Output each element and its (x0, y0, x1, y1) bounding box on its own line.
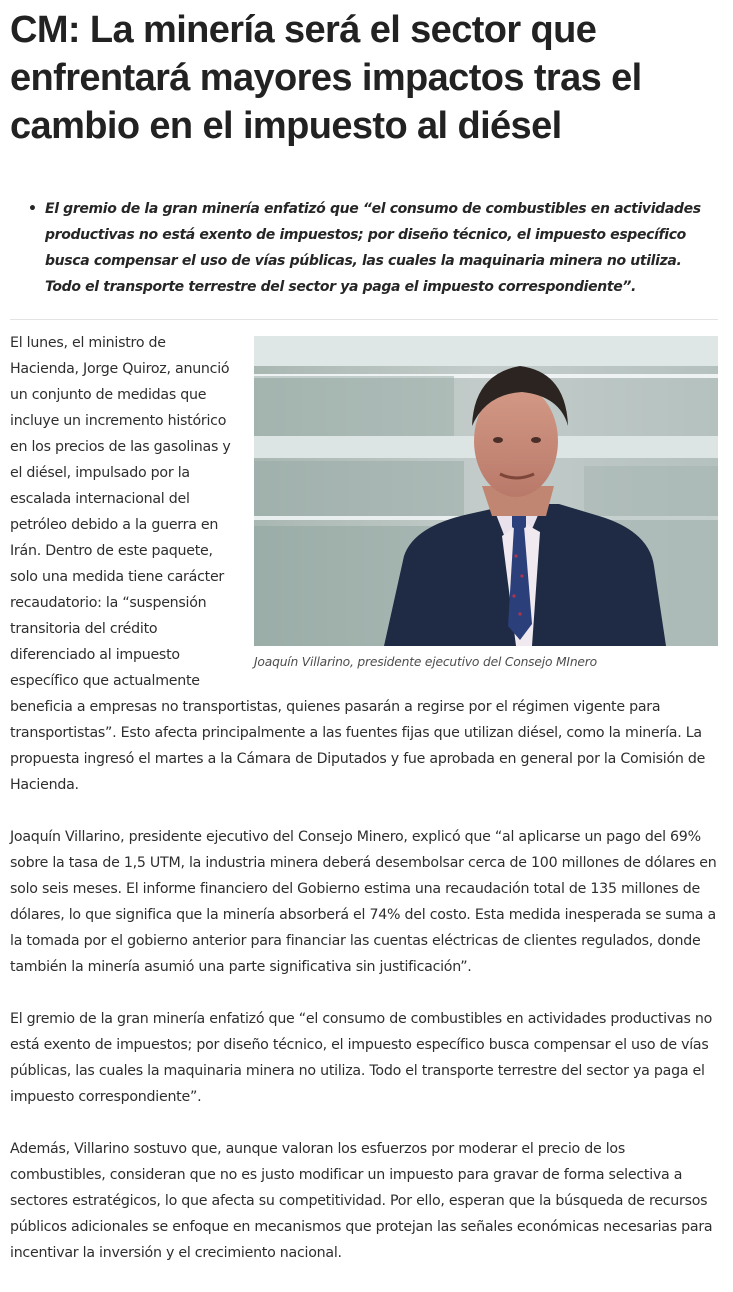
article-paragraph: El lunes, el ministro de Hacienda, Jorge Quiroz, anunció un conjunto de medidas que incluye un incremento histórico en los precios de las gasolinas y el diésel, impulsado por la escalada internacional del petróleo debido a la guerra en Irán. Dentro de este paquete, solo una medida tiene carácter recaudatorio: la “suspensión transitoria del crédito diferenciado al impuesto específico que actualmente beneficia a empresas no transportistas, quienes pasarán a regirse por el régimen vigente para transportistas”. Esto afecta principalmente a las fuentes fijas que utilizan diésel, como la minería. La propuesta ingresó el martes a la Cámara de Diputados y fue aprobada en general por la Comisión de Hacienda. (10, 335, 706, 793)
article-body (10, 330, 718, 1292)
article-summary-list (28, 196, 718, 300)
article-photo (254, 336, 718, 646)
bullet-icon: • (28, 201, 37, 217)
article-paragraph: Joaquín Villarino, presidente ejecutivo del Consejo Minero, explicó que “al aplicarse un pago del 69% sobre la tasa de 1,5 UTM, la industria minera deberá desembolsar cerca de 100 millones de dólares en solo seis meses. El informe financiero del Gobierno estima una recaudación total de 135 millones de dólares, lo que significa que la minería absorberá el 74% del costo. Esta medida inesperada se suma a la tomada por el gobierno anterior para financiar las cuentas eléctricas de clientes regulados, donde también la minería asumió una parte significativa sin justificación”. (10, 829, 717, 975)
photo-caption: Joaquín Villarino, presidente ejecutivo del Consejo MInero (254, 655, 597, 669)
summary-text: El gremio de la gran minería enfatizó que “el consumo de combustibles en actividades productivas no está exento de impuestos; por diseño técnico, el impuesto específico busca compensar el uso de vías públicas, las cuales la maquinaria minera no utiliza. Todo el transporte terrestre del sector ya paga el impuesto correspondiente”. (45, 201, 701, 295)
article-paragraph: El gremio de la gran minería enfatizó que “el consumo de combustibles en actividades productivas no está exento de impuestos; por diseño técnico, el impuesto específico busca compensar el uso de vías públicas, las cuales la maquinaria minera no utiliza. Todo el transporte terrestre del sector ya paga el impuesto correspondiente”. (10, 1011, 713, 1105)
section-divider (10, 319, 718, 320)
summary-bullet-item (28, 196, 718, 300)
article-headline: CM: La minería será el sector que enfrentará mayores impactos tras el cambio en el impuesto al diésel (10, 9, 642, 147)
article-paragraph: Además, Villarino sostuvo que, aunque valoran los esfuerzos por moderar el precio de los combustibles, consideran que no es justo modificar un impuesto para gravar de forma selectiva a sectores estratégicos, lo que afecta su competitividad. Por ello, esperan que la búsqueda de recursos públicos adicionales se enfoque en mecanismos que protejan las señales económicas necesarias para incentivar la inversión y el crecimiento nacional. (10, 1141, 713, 1261)
article-photo-figure (254, 336, 718, 674)
